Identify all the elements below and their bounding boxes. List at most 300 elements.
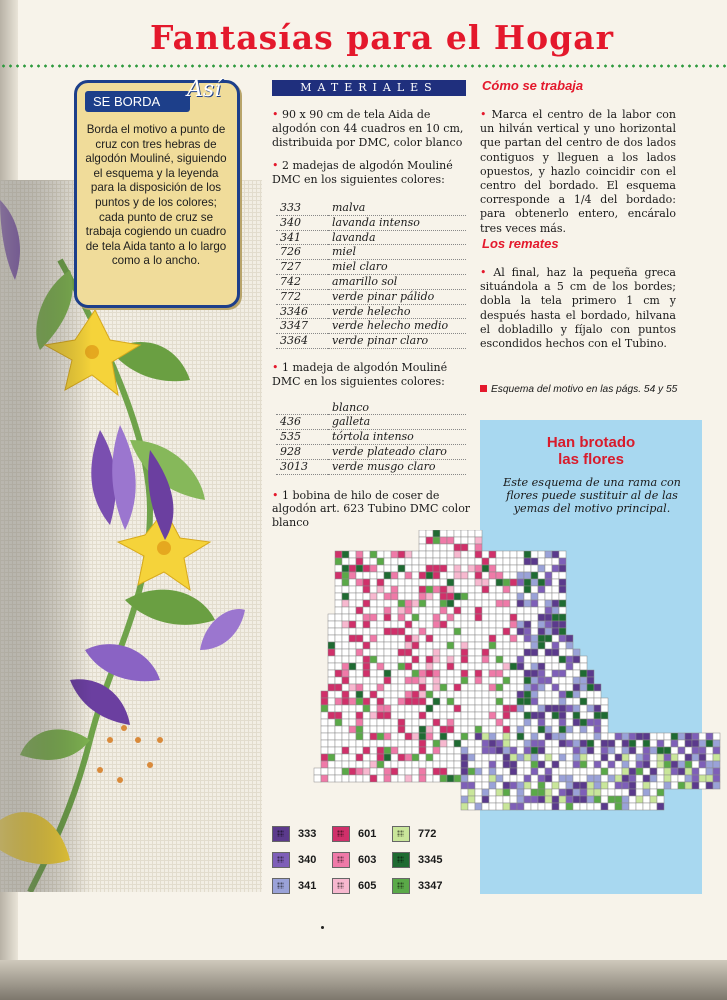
chart-stitch bbox=[377, 614, 384, 621]
chart-stitch bbox=[454, 705, 461, 712]
chart-stitch bbox=[531, 803, 538, 810]
color-code: 727 bbox=[276, 260, 328, 275]
chart-stitch bbox=[454, 754, 461, 761]
chart-stitch bbox=[370, 775, 377, 782]
chart-stitch bbox=[573, 768, 580, 775]
chart-stitch bbox=[594, 782, 601, 789]
se-borda-body: Borda el motivo a punto de cruz con tres hebras de algodón Mouliné, siguiendo el esquema y la leyenda para la disposición de los puntos y de los colores; cada punto de cruz se trabaja cogiendo un cuadro de tela Aida tanto a lo largo como a lo ancho. bbox=[85, 123, 227, 268]
chart-stitch bbox=[475, 642, 482, 649]
chart-stitch bbox=[370, 551, 377, 558]
chart-stitch bbox=[622, 747, 629, 754]
chart-stitch bbox=[356, 670, 363, 677]
chart-stitch bbox=[433, 586, 440, 593]
chart-stitch bbox=[538, 803, 545, 810]
chart-stitch bbox=[405, 628, 412, 635]
chart-stitch bbox=[356, 719, 363, 726]
chart-stitch bbox=[503, 614, 510, 621]
chart-stitch bbox=[426, 607, 433, 614]
chart-stitch bbox=[517, 740, 524, 747]
chart-stitch bbox=[461, 607, 468, 614]
chart-stitch bbox=[433, 663, 440, 670]
chart-stitch bbox=[461, 670, 468, 677]
chart-stitch bbox=[496, 796, 503, 803]
chart-stitch bbox=[510, 796, 517, 803]
chart-stitch bbox=[594, 719, 601, 726]
chart-stitch bbox=[580, 670, 587, 677]
chart-stitch bbox=[342, 712, 349, 719]
chart-stitch bbox=[398, 733, 405, 740]
chart-stitch bbox=[580, 796, 587, 803]
chart-stitch bbox=[412, 572, 419, 579]
chart-stitch bbox=[349, 551, 356, 558]
chart-stitch bbox=[349, 614, 356, 621]
como-se-trabaja-heading: Cómo se trabaja bbox=[482, 78, 584, 93]
chart-stitch bbox=[342, 572, 349, 579]
chart-stitch bbox=[447, 579, 454, 586]
chart-stitch bbox=[510, 719, 517, 726]
chart-stitch bbox=[475, 579, 482, 586]
chart-stitch bbox=[545, 747, 552, 754]
chart-stitch bbox=[643, 782, 650, 789]
chart-stitch bbox=[363, 677, 370, 684]
chart-stitch bbox=[377, 579, 384, 586]
chart-stitch bbox=[559, 747, 566, 754]
chart-stitch bbox=[489, 656, 496, 663]
chart-stitch bbox=[440, 649, 447, 656]
chart-stitch bbox=[538, 754, 545, 761]
chart-stitch bbox=[496, 754, 503, 761]
chart-stitch bbox=[335, 621, 342, 628]
chart-stitch bbox=[461, 614, 468, 621]
color-row bbox=[276, 401, 466, 415]
chart-stitch bbox=[531, 649, 538, 656]
chart-stitch bbox=[482, 733, 489, 740]
chart-stitch bbox=[587, 726, 594, 733]
chart-stitch bbox=[503, 782, 510, 789]
chart-stitch bbox=[524, 677, 531, 684]
chart-stitch bbox=[629, 740, 636, 747]
chart-stitch bbox=[447, 740, 454, 747]
chart-stitch bbox=[377, 663, 384, 670]
chart-stitch bbox=[475, 635, 482, 642]
chart-stitch bbox=[454, 586, 461, 593]
chart-stitch bbox=[426, 719, 433, 726]
chart-stitch bbox=[482, 726, 489, 733]
chart-stitch bbox=[601, 719, 608, 726]
chart-stitch bbox=[482, 551, 489, 558]
chart-stitch bbox=[440, 740, 447, 747]
chart-stitch bbox=[384, 551, 391, 558]
chart-stitch bbox=[342, 628, 349, 635]
chart-stitch bbox=[433, 747, 440, 754]
chart-stitch bbox=[447, 698, 454, 705]
chart-stitch bbox=[356, 635, 363, 642]
chart-stitch bbox=[601, 705, 608, 712]
chart-stitch bbox=[559, 628, 566, 635]
chart-stitch bbox=[328, 663, 335, 670]
chart-stitch bbox=[349, 656, 356, 663]
chart-stitch bbox=[538, 663, 545, 670]
chart-stitch bbox=[482, 775, 489, 782]
chart-stitch bbox=[468, 691, 475, 698]
chart-stitch bbox=[468, 621, 475, 628]
chart-stitch bbox=[517, 593, 524, 600]
chart-stitch bbox=[496, 656, 503, 663]
chart-stitch bbox=[461, 677, 468, 684]
chart-stitch bbox=[545, 635, 552, 642]
chart-stitch bbox=[412, 551, 419, 558]
chart-stitch bbox=[426, 565, 433, 572]
chart-stitch bbox=[405, 607, 412, 614]
color-code: 3364 bbox=[276, 334, 328, 349]
chart-stitch bbox=[559, 656, 566, 663]
chart-stitch bbox=[370, 712, 377, 719]
chart-stitch bbox=[321, 726, 328, 733]
chart-stitch bbox=[419, 719, 426, 726]
chart-stitch bbox=[363, 733, 370, 740]
chart-stitch bbox=[363, 705, 370, 712]
chart-stitch bbox=[335, 684, 342, 691]
chart-stitch bbox=[573, 789, 580, 796]
chart-stitch bbox=[461, 768, 468, 775]
chart-stitch bbox=[363, 747, 370, 754]
chart-stitch bbox=[685, 775, 692, 782]
chart-stitch bbox=[573, 733, 580, 740]
chart-stitch bbox=[622, 796, 629, 803]
chart-stitch bbox=[475, 726, 482, 733]
materiales-item-3: • 1 madeja de algodón Mouliné DMC en los siguientes colores: bbox=[272, 360, 448, 388]
chart-stitch bbox=[594, 789, 601, 796]
chart-stitch bbox=[370, 768, 377, 775]
chart-stitch bbox=[475, 691, 482, 698]
chart-stitch bbox=[496, 677, 503, 684]
chart-stitch bbox=[440, 705, 447, 712]
materiales-column bbox=[272, 108, 472, 530]
chart-stitch bbox=[398, 768, 405, 775]
chart-stitch bbox=[461, 628, 468, 635]
chart-stitch bbox=[391, 586, 398, 593]
chart-stitch bbox=[370, 621, 377, 628]
color-name: lavanda bbox=[328, 230, 466, 245]
color-code: 535 bbox=[276, 430, 328, 445]
chart-stitch bbox=[531, 789, 538, 796]
chart-stitch bbox=[328, 733, 335, 740]
chart-stitch bbox=[615, 740, 622, 747]
chart-stitch bbox=[412, 663, 419, 670]
chart-stitch bbox=[482, 586, 489, 593]
chart-stitch bbox=[426, 558, 433, 565]
chart-stitch bbox=[657, 733, 664, 740]
chart-stitch bbox=[447, 761, 454, 768]
chart-stitch bbox=[454, 712, 461, 719]
chart-stitch bbox=[377, 628, 384, 635]
chart-stitch bbox=[377, 642, 384, 649]
chart-stitch bbox=[531, 698, 538, 705]
chart-stitch bbox=[552, 656, 559, 663]
esquema-reference: Esquema del motivo en las págs. 54 y 55 bbox=[480, 384, 677, 395]
chart-stitch bbox=[384, 663, 391, 670]
chart-stitch bbox=[489, 579, 496, 586]
chart-stitch bbox=[671, 768, 678, 775]
chart-stitch bbox=[426, 614, 433, 621]
chart-stitch bbox=[356, 558, 363, 565]
chart-stitch bbox=[482, 803, 489, 810]
chart-stitch bbox=[377, 670, 384, 677]
chart-stitch bbox=[370, 579, 377, 586]
chart-stitch bbox=[370, 740, 377, 747]
chart-stitch bbox=[629, 782, 636, 789]
chart-stitch bbox=[573, 726, 580, 733]
chart-stitch bbox=[398, 698, 405, 705]
chart-stitch bbox=[545, 656, 552, 663]
chart-stitch bbox=[356, 586, 363, 593]
chart-stitch bbox=[461, 684, 468, 691]
chart-stitch bbox=[580, 719, 587, 726]
chart-stitch bbox=[517, 698, 524, 705]
chart-stitch bbox=[447, 677, 454, 684]
chart-stitch bbox=[349, 663, 356, 670]
chart-stitch bbox=[370, 684, 377, 691]
chart-stitch bbox=[447, 586, 454, 593]
chart-stitch bbox=[370, 649, 377, 656]
chart-stitch bbox=[328, 740, 335, 747]
chart-stitch bbox=[545, 593, 552, 600]
chart-stitch bbox=[510, 740, 517, 747]
chart-stitch bbox=[468, 740, 475, 747]
chart-stitch bbox=[335, 712, 342, 719]
chart-stitch bbox=[517, 754, 524, 761]
chart-stitch bbox=[454, 565, 461, 572]
chart-stitch bbox=[545, 565, 552, 572]
chart-stitch bbox=[671, 754, 678, 761]
chart-stitch bbox=[601, 698, 608, 705]
chart-stitch bbox=[615, 782, 622, 789]
chart-stitch bbox=[454, 691, 461, 698]
chart-stitch bbox=[405, 677, 412, 684]
chart-stitch bbox=[503, 726, 510, 733]
chart-stitch bbox=[405, 775, 412, 782]
chart-stitch bbox=[377, 649, 384, 656]
chart-stitch bbox=[440, 768, 447, 775]
chart-stitch bbox=[517, 572, 524, 579]
chart-stitch bbox=[328, 649, 335, 656]
chart-stitch bbox=[636, 803, 643, 810]
chart-stitch bbox=[545, 712, 552, 719]
chart-stitch bbox=[440, 551, 447, 558]
chart-stitch bbox=[706, 740, 713, 747]
chart-stitch bbox=[699, 775, 706, 782]
color-row bbox=[276, 230, 466, 245]
color-code: 436 bbox=[276, 415, 328, 430]
chart-stitch bbox=[356, 649, 363, 656]
chart-stitch bbox=[356, 565, 363, 572]
chart-stitch bbox=[601, 782, 608, 789]
chart-stitch bbox=[664, 782, 671, 789]
chart-stitch bbox=[426, 537, 433, 544]
chart-stitch bbox=[524, 796, 531, 803]
chart-stitch bbox=[636, 775, 643, 782]
chart-stitch bbox=[391, 747, 398, 754]
legend-code: 605 bbox=[358, 880, 377, 892]
chart-stitch bbox=[328, 628, 335, 635]
chart-stitch bbox=[405, 551, 412, 558]
chart-stitch bbox=[342, 747, 349, 754]
chart-stitch bbox=[643, 796, 650, 803]
chart-stitch bbox=[440, 586, 447, 593]
chart-stitch bbox=[314, 775, 321, 782]
chart-stitch bbox=[566, 649, 573, 656]
chart-stitch bbox=[384, 698, 391, 705]
chart-stitch bbox=[517, 558, 524, 565]
chart-stitch bbox=[643, 789, 650, 796]
chart-stitch bbox=[405, 691, 412, 698]
chart-stitch bbox=[412, 775, 419, 782]
chart-stitch bbox=[426, 621, 433, 628]
chart-stitch bbox=[391, 740, 398, 747]
chart-stitch bbox=[566, 656, 573, 663]
chart-stitch bbox=[419, 712, 426, 719]
chart-stitch bbox=[517, 775, 524, 782]
chart-stitch bbox=[587, 796, 594, 803]
chart-stitch bbox=[384, 586, 391, 593]
chart-stitch bbox=[405, 733, 412, 740]
chart-stitch bbox=[419, 698, 426, 705]
chart-stitch bbox=[482, 705, 489, 712]
color-name: miel bbox=[328, 245, 466, 260]
chart-stitch bbox=[489, 747, 496, 754]
chart-stitch bbox=[538, 593, 545, 600]
chart-stitch bbox=[545, 768, 552, 775]
chart-stitch bbox=[524, 642, 531, 649]
chart-stitch bbox=[685, 761, 692, 768]
chart-stitch bbox=[419, 754, 426, 761]
chart-stitch bbox=[559, 719, 566, 726]
chart-stitch bbox=[391, 558, 398, 565]
chart-stitch bbox=[468, 649, 475, 656]
chart-stitch bbox=[517, 607, 524, 614]
chart-stitch bbox=[587, 754, 594, 761]
chart-stitch bbox=[433, 600, 440, 607]
chart-stitch bbox=[342, 733, 349, 740]
chart-stitch bbox=[503, 733, 510, 740]
chart-stitch bbox=[405, 572, 412, 579]
chart-stitch bbox=[671, 775, 678, 782]
chart-stitch bbox=[426, 642, 433, 649]
chart-stitch bbox=[468, 642, 475, 649]
chart-stitch bbox=[552, 754, 559, 761]
chart-stitch bbox=[510, 768, 517, 775]
chart-stitch bbox=[496, 698, 503, 705]
chart-stitch bbox=[538, 691, 545, 698]
chart-stitch bbox=[650, 754, 657, 761]
color-name: miel claro bbox=[328, 260, 466, 275]
chart-stitch bbox=[699, 740, 706, 747]
materiales-heading: MATERIALES bbox=[272, 80, 466, 96]
chart-stitch bbox=[356, 705, 363, 712]
chart-stitch bbox=[545, 684, 552, 691]
chart-stitch bbox=[489, 719, 496, 726]
chart-stitch bbox=[370, 572, 377, 579]
chart-stitch bbox=[531, 691, 538, 698]
chart-stitch bbox=[664, 761, 671, 768]
chart-stitch bbox=[580, 782, 587, 789]
chart-stitch bbox=[552, 593, 559, 600]
chart-stitch bbox=[524, 712, 531, 719]
chart-stitch bbox=[552, 600, 559, 607]
chart-stitch bbox=[517, 782, 524, 789]
chart-stitch bbox=[489, 712, 496, 719]
chart-stitch bbox=[510, 677, 517, 684]
legend-item bbox=[392, 878, 442, 894]
chart-stitch bbox=[377, 754, 384, 761]
chart-stitch bbox=[405, 747, 412, 754]
chart-stitch bbox=[405, 579, 412, 586]
chart-stitch bbox=[608, 775, 615, 782]
chart-stitch bbox=[685, 740, 692, 747]
chart-stitch bbox=[489, 726, 496, 733]
chart-stitch bbox=[643, 754, 650, 761]
chart-stitch bbox=[496, 586, 503, 593]
chart-stitch bbox=[454, 551, 461, 558]
chart-stitch bbox=[482, 670, 489, 677]
chart-stitch bbox=[615, 768, 622, 775]
color-legend bbox=[272, 826, 472, 906]
chart-stitch bbox=[454, 614, 461, 621]
chart-stitch bbox=[356, 656, 363, 663]
chart-stitch bbox=[398, 614, 405, 621]
chart-stitch bbox=[496, 782, 503, 789]
chart-stitch bbox=[531, 558, 538, 565]
chart-stitch bbox=[580, 705, 587, 712]
chart-stitch bbox=[314, 768, 321, 775]
chart-stitch bbox=[559, 649, 566, 656]
chart-stitch bbox=[636, 733, 643, 740]
chart-stitch bbox=[482, 789, 489, 796]
chart-stitch bbox=[342, 642, 349, 649]
chart-stitch bbox=[342, 726, 349, 733]
chart-stitch bbox=[433, 635, 440, 642]
chart-stitch bbox=[468, 705, 475, 712]
chart-stitch bbox=[559, 761, 566, 768]
chart-stitch bbox=[531, 586, 538, 593]
chart-stitch bbox=[377, 761, 384, 768]
chart-stitch bbox=[412, 593, 419, 600]
chart-stitch bbox=[335, 705, 342, 712]
chart-stitch bbox=[503, 565, 510, 572]
chart-stitch bbox=[580, 754, 587, 761]
page-dot bbox=[321, 926, 324, 929]
chart-stitch bbox=[671, 733, 678, 740]
chart-stitch bbox=[678, 761, 685, 768]
chart-stitch bbox=[559, 726, 566, 733]
chart-stitch bbox=[391, 593, 398, 600]
chart-stitch bbox=[573, 740, 580, 747]
chart-stitch bbox=[566, 642, 573, 649]
chart-stitch bbox=[524, 705, 531, 712]
chart-stitch bbox=[342, 719, 349, 726]
chart-stitch bbox=[489, 593, 496, 600]
chart-stitch bbox=[461, 761, 468, 768]
chart-stitch bbox=[342, 656, 349, 663]
chart-stitch bbox=[391, 649, 398, 656]
chart-stitch bbox=[349, 579, 356, 586]
chart-stitch bbox=[412, 684, 419, 691]
chart-stitch bbox=[384, 621, 391, 628]
chart-stitch bbox=[552, 768, 559, 775]
chart-stitch bbox=[524, 803, 531, 810]
chart-stitch bbox=[594, 691, 601, 698]
chart-stitch bbox=[440, 607, 447, 614]
